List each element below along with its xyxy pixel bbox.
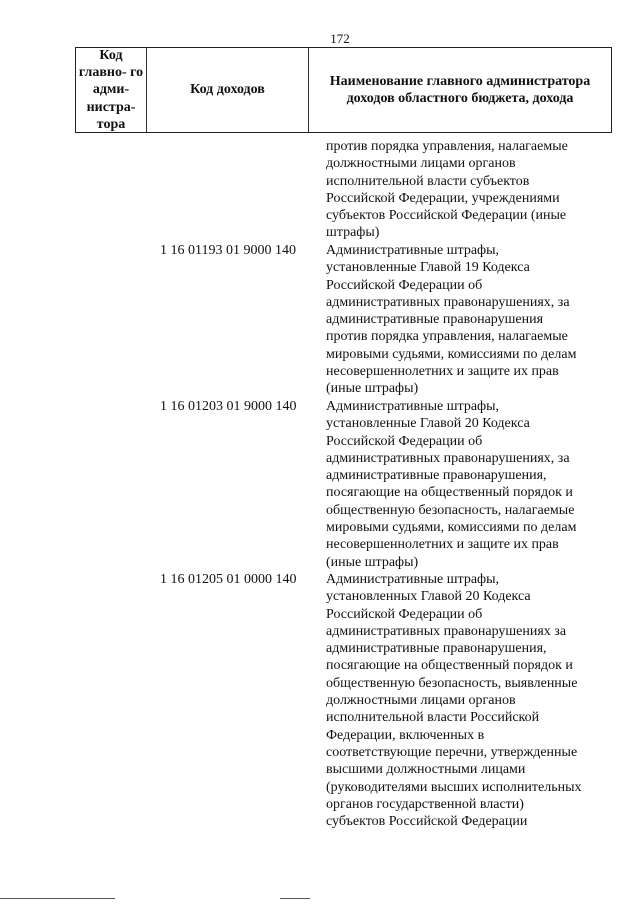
description-line: Административные штрафы, <box>326 572 500 587</box>
description-line: Административные штрафы, <box>326 399 500 414</box>
description-line: исполнительной власти Российской <box>326 710 540 726</box>
description-line: административных правонарушениях, за <box>326 450 570 466</box>
description-line: административные правонарушения, <box>326 641 547 657</box>
page-number: 172 <box>330 31 350 46</box>
income-code: 1 16 01205 01 0000 140 <box>160 572 297 587</box>
income-description <box>326 398 576 571</box>
description-line: установленные Главой 20 Кодекса <box>326 416 530 432</box>
description-line: штрафы) <box>326 225 380 241</box>
income-code: 1 16 01203 01 9000 140 <box>160 399 297 414</box>
description-line: (иные штрафы) <box>326 381 419 397</box>
description-line: мировыми судьями, комиссиями по делам <box>326 520 577 536</box>
description-line: несовершеннолетних и защите их прав <box>326 537 559 553</box>
description-line: административные правонарушения, <box>326 468 547 484</box>
description-line: должностными лицами органов <box>326 693 516 709</box>
description-line: установленных Главой 20 Кодекса <box>326 589 531 605</box>
description-line: посягающие на общественный порядок и <box>326 485 573 501</box>
description-line: Административные штрафы, <box>326 243 500 258</box>
description-line: органов государственной власти) <box>326 796 524 812</box>
description-line: посягающие на общественный порядок и <box>326 658 573 674</box>
description-line: несовершеннолетних и защите их прав <box>326 364 559 380</box>
scan-edge-line <box>0 898 115 899</box>
description-line: Российской Федерации об <box>326 277 483 293</box>
description-line: Российской Федерации об <box>326 606 483 622</box>
description-line: высшими должностными лицами <box>326 762 526 778</box>
description-line: административные правонарушения <box>326 312 544 328</box>
description-line: административных правонарушениях за <box>326 623 567 639</box>
header-income-code: Код доходов <box>147 48 309 132</box>
description-line: Российской Федерации, учреждениями <box>326 190 560 206</box>
description-line: против порядка управления, налагаемые <box>326 139 568 154</box>
description-line: против порядка управления, налагаемые <box>326 329 568 345</box>
income-code: 1 16 01193 01 9000 140 <box>160 243 296 258</box>
table-header <box>75 47 612 133</box>
description-line: должностными лицами органов <box>326 156 516 172</box>
income-description <box>326 242 576 398</box>
scan-edge-line <box>280 898 310 899</box>
description-line: субъектов Российской Федерации (иные <box>326 208 567 224</box>
description-line: субъектов Российской Федерации <box>326 814 528 830</box>
income-description <box>326 138 568 242</box>
description-line: соответствующие перечни, утвержденные <box>326 744 578 760</box>
description-line: Федерации, включенных в <box>326 727 485 743</box>
income-description <box>326 571 582 830</box>
description-line: установленные Главой 19 Кодекса <box>326 260 530 276</box>
header-name: Наименование главного администратора доходов областного бюджета, дохода <box>329 73 591 106</box>
description-line: (руководителями высших исполнительных <box>326 779 582 795</box>
description-line: (иные штрафы) <box>326 554 419 570</box>
description-line: общественную безопасность, налагаемые <box>326 502 575 518</box>
description-line: исполнительной власти субъектов <box>326 173 530 189</box>
description-line: административных правонарушениях, за <box>326 294 570 310</box>
header-admin-code: Код главно- го адми- нистра- тора <box>76 48 147 132</box>
description-line: общественную безопасность, выявленные <box>326 675 578 691</box>
description-line: мировыми судьями, комиссиями по делам <box>326 346 577 362</box>
description-line: Российской Федерации об <box>326 433 483 449</box>
